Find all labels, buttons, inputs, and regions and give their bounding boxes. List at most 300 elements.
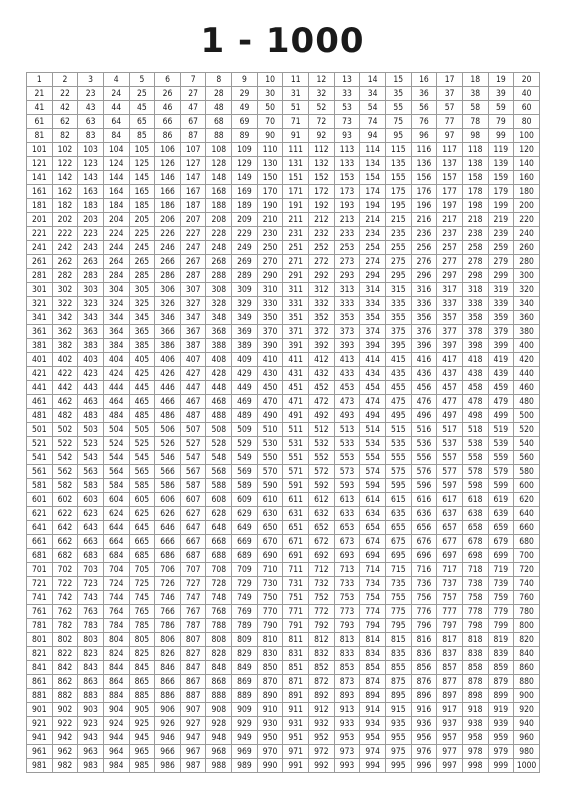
number-cell: 578	[462, 465, 488, 479]
number-cell: 910	[257, 703, 283, 717]
number-cell: 273	[334, 255, 360, 269]
number-cell: 139	[488, 157, 514, 171]
number-cell: 574	[360, 465, 386, 479]
number-cell: 410	[257, 353, 283, 367]
number-cell: 62	[52, 115, 78, 129]
number-cell: 249	[232, 241, 258, 255]
number-cell: 826	[155, 647, 181, 661]
number-cell: 209	[232, 213, 258, 227]
number-cell: 471	[283, 395, 309, 409]
number-cell: 863	[78, 675, 104, 689]
number-cell: 240	[514, 227, 540, 241]
number-cell: 927	[180, 717, 206, 731]
number-cell: 604	[103, 493, 129, 507]
number-cell: 509	[232, 423, 258, 437]
number-cell: 810	[257, 633, 283, 647]
number-cell: 675	[385, 535, 411, 549]
number-cell: 901	[27, 703, 53, 717]
number-cell: 52	[309, 101, 335, 115]
number-cell: 667	[180, 535, 206, 549]
number-cell: 73	[334, 115, 360, 129]
number-cell: 19	[488, 73, 514, 87]
number-cell: 472	[309, 395, 335, 409]
number-cell: 886	[155, 689, 181, 703]
number-cell: 885	[129, 689, 155, 703]
number-cell: 503	[78, 423, 104, 437]
number-cell: 875	[385, 675, 411, 689]
number-cell: 851	[283, 661, 309, 675]
number-cell: 129	[232, 157, 258, 171]
number-cell: 333	[334, 297, 360, 311]
number-cell: 542	[52, 451, 78, 465]
number-cell: 274	[360, 255, 386, 269]
table-row	[27, 451, 540, 465]
number-cell: 254	[360, 241, 386, 255]
table-row	[27, 227, 540, 241]
number-cell: 405	[129, 353, 155, 367]
number-cell: 441	[27, 381, 53, 395]
number-cell: 25	[129, 87, 155, 101]
number-cell: 704	[103, 563, 129, 577]
number-cell: 599	[488, 479, 514, 493]
number-cell: 241	[27, 241, 53, 255]
number-cell: 21	[27, 87, 53, 101]
number-cell: 492	[309, 409, 335, 423]
number-cell: 692	[309, 549, 335, 563]
number-cell: 736	[411, 577, 437, 591]
number-cell: 322	[52, 297, 78, 311]
number-cell: 911	[283, 703, 309, 717]
number-cell: 362	[52, 325, 78, 339]
number-cell: 824	[103, 647, 129, 661]
number-cell: 269	[232, 255, 258, 269]
number-cell: 309	[232, 283, 258, 297]
number-cell: 738	[462, 577, 488, 591]
number-cell: 565	[129, 465, 155, 479]
number-cell: 771	[283, 605, 309, 619]
number-cell: 694	[360, 549, 386, 563]
number-cell: 767	[180, 605, 206, 619]
number-cell: 840	[514, 647, 540, 661]
number-cell: 344	[103, 311, 129, 325]
number-cell: 733	[334, 577, 360, 591]
number-cell: 787	[180, 619, 206, 633]
number-cell: 157	[437, 171, 463, 185]
number-cell: 932	[309, 717, 335, 731]
number-cell: 452	[309, 381, 335, 395]
number-cell: 841	[27, 661, 53, 675]
number-cell: 147	[180, 171, 206, 185]
number-cell: 814	[360, 633, 386, 647]
number-cell: 725	[129, 577, 155, 591]
number-cell: 521	[27, 437, 53, 451]
number-cell: 739	[488, 577, 514, 591]
number-cell: 2	[52, 73, 78, 87]
number-cell: 478	[462, 395, 488, 409]
table-row	[27, 493, 540, 507]
number-cell: 135	[385, 157, 411, 171]
number-cell: 346	[155, 311, 181, 325]
number-cell: 806	[155, 633, 181, 647]
number-cell: 561	[27, 465, 53, 479]
number-cell: 217	[437, 213, 463, 227]
number-cell: 204	[103, 213, 129, 227]
number-cell: 295	[385, 269, 411, 283]
number-cell: 229	[232, 227, 258, 241]
number-cell: 418	[462, 353, 488, 367]
number-cell: 153	[334, 171, 360, 185]
number-cell: 22	[52, 87, 78, 101]
number-cell: 999	[488, 759, 514, 773]
number-cell: 928	[206, 717, 232, 731]
number-cell: 951	[283, 731, 309, 745]
number-cell: 395	[385, 339, 411, 353]
number-cell: 528	[206, 437, 232, 451]
number-cell: 389	[232, 339, 258, 353]
number-cell: 370	[257, 325, 283, 339]
number-cell: 582	[52, 479, 78, 493]
number-cell: 700	[514, 549, 540, 563]
table-row	[27, 675, 540, 689]
number-cell: 567	[180, 465, 206, 479]
number-cell: 263	[78, 255, 104, 269]
table-row	[27, 521, 540, 535]
number-cell: 379	[488, 325, 514, 339]
number-cell: 602	[52, 493, 78, 507]
number-cell: 195	[385, 199, 411, 213]
number-cell: 864	[103, 675, 129, 689]
number-cell: 9	[232, 73, 258, 87]
number-cell: 359	[488, 311, 514, 325]
number-cell: 104	[103, 143, 129, 157]
number-cell: 857	[437, 661, 463, 675]
number-cell: 385	[129, 339, 155, 353]
number-cell: 272	[309, 255, 335, 269]
number-cell: 456	[411, 381, 437, 395]
number-cell: 617	[437, 493, 463, 507]
number-cell: 954	[360, 731, 386, 745]
number-cell: 403	[78, 353, 104, 367]
number-cell: 203	[78, 213, 104, 227]
number-cell: 772	[309, 605, 335, 619]
number-cell: 431	[283, 367, 309, 381]
number-cell: 341	[27, 311, 53, 325]
table-row	[27, 143, 540, 157]
number-cell: 159	[488, 171, 514, 185]
number-cell: 550	[257, 451, 283, 465]
number-cell: 881	[27, 689, 53, 703]
number-cell: 630	[257, 507, 283, 521]
number-cell: 151	[283, 171, 309, 185]
number-cell: 165	[129, 185, 155, 199]
number-cell: 425	[129, 367, 155, 381]
number-cell: 873	[334, 675, 360, 689]
number-cell: 768	[206, 605, 232, 619]
number-cell: 982	[52, 759, 78, 773]
number-cell: 488	[206, 409, 232, 423]
number-cell: 54	[360, 101, 386, 115]
number-cell: 413	[334, 353, 360, 367]
number-cell: 603	[78, 493, 104, 507]
number-cell: 392	[309, 339, 335, 353]
number-cell: 898	[462, 689, 488, 703]
number-cell: 779	[488, 605, 514, 619]
number-cell: 985	[129, 759, 155, 773]
number-cell: 122	[52, 157, 78, 171]
number-cell: 511	[283, 423, 309, 437]
number-cell: 80	[514, 115, 540, 129]
number-cell: 874	[360, 675, 386, 689]
number-cell: 411	[283, 353, 309, 367]
number-cell: 145	[129, 171, 155, 185]
number-cell: 36	[411, 87, 437, 101]
number-cell: 466	[155, 395, 181, 409]
number-cell: 978	[462, 745, 488, 759]
number-cell: 719	[488, 563, 514, 577]
number-cell: 485	[129, 409, 155, 423]
number-cell: 868	[206, 675, 232, 689]
number-cell: 723	[78, 577, 104, 591]
number-cell: 769	[232, 605, 258, 619]
number-cell: 401	[27, 353, 53, 367]
number-cell: 979	[488, 745, 514, 759]
number-cell: 685	[129, 549, 155, 563]
number-cell: 40	[514, 87, 540, 101]
number-cell: 194	[360, 199, 386, 213]
number-cell: 321	[27, 297, 53, 311]
number-cell: 958	[462, 731, 488, 745]
number-cell: 758	[462, 591, 488, 605]
number-cell: 94	[360, 129, 386, 143]
number-cell: 994	[360, 759, 386, 773]
number-cell: 933	[334, 717, 360, 731]
number-cell: 634	[360, 507, 386, 521]
number-cell: 337	[437, 297, 463, 311]
number-cell: 710	[257, 563, 283, 577]
number-cell: 100	[514, 129, 540, 143]
number-cell: 734	[360, 577, 386, 591]
number-cell: 494	[360, 409, 386, 423]
number-cell: 996	[411, 759, 437, 773]
table-row	[27, 199, 540, 213]
number-cell: 517	[437, 423, 463, 437]
number-cell: 181	[27, 199, 53, 213]
number-cell: 568	[206, 465, 232, 479]
number-cell: 724	[103, 577, 129, 591]
number-cell: 225	[129, 227, 155, 241]
number-cell: 842	[52, 661, 78, 675]
number-cell: 11	[283, 73, 309, 87]
number-cell: 757	[437, 591, 463, 605]
table-row	[27, 297, 540, 311]
number-cell: 136	[411, 157, 437, 171]
number-cell: 560	[514, 451, 540, 465]
number-cell: 803	[78, 633, 104, 647]
number-cell: 262	[52, 255, 78, 269]
number-cell: 175	[385, 185, 411, 199]
number-cell: 491	[283, 409, 309, 423]
number-cell: 960	[514, 731, 540, 745]
number-cell: 629	[232, 507, 258, 521]
number-cell: 13	[334, 73, 360, 87]
number-cell: 459	[488, 381, 514, 395]
number-cell: 997	[437, 759, 463, 773]
number-cell: 347	[180, 311, 206, 325]
number-cell: 414	[360, 353, 386, 367]
number-cell: 137	[437, 157, 463, 171]
number-cell: 245	[129, 241, 155, 255]
number-cell: 357	[437, 311, 463, 325]
number-cell: 507	[180, 423, 206, 437]
number-cell: 566	[155, 465, 181, 479]
number-cell: 60	[514, 101, 540, 115]
number-cell: 614	[360, 493, 386, 507]
number-cell: 315	[385, 283, 411, 297]
number-cell: 480	[514, 395, 540, 409]
number-cell: 148	[206, 171, 232, 185]
number-cell: 3	[78, 73, 104, 87]
number-cell: 833	[334, 647, 360, 661]
number-cell: 673	[334, 535, 360, 549]
number-cell: 689	[232, 549, 258, 563]
number-cell: 369	[232, 325, 258, 339]
number-cell: 27	[180, 87, 206, 101]
number-cell: 120	[514, 143, 540, 157]
number-cell: 335	[385, 297, 411, 311]
number-cell: 669	[232, 535, 258, 549]
number-cell: 402	[52, 353, 78, 367]
number-cell: 407	[180, 353, 206, 367]
number-cell: 350	[257, 311, 283, 325]
number-cell: 887	[180, 689, 206, 703]
page-title: 1 - 1000	[200, 21, 365, 61]
number-cell: 815	[385, 633, 411, 647]
number-cell: 448	[206, 381, 232, 395]
number-cell: 830	[257, 647, 283, 661]
number-cell: 433	[334, 367, 360, 381]
number-cell: 363	[78, 325, 104, 339]
table-row	[27, 465, 540, 479]
number-cell: 83	[78, 129, 104, 143]
number-cell: 889	[232, 689, 258, 703]
number-cell: 635	[385, 507, 411, 521]
number-cell: 977	[437, 745, 463, 759]
number-cell: 467	[180, 395, 206, 409]
number-cell: 965	[129, 745, 155, 759]
number-cell: 990	[257, 759, 283, 773]
number-cell: 146	[155, 171, 181, 185]
number-cell: 791	[283, 619, 309, 633]
number-cell: 937	[437, 717, 463, 731]
number-cell: 822	[52, 647, 78, 661]
number-cell: 250	[257, 241, 283, 255]
number-cell: 168	[206, 185, 232, 199]
number-cell: 501	[27, 423, 53, 437]
number-cell: 755	[385, 591, 411, 605]
table-row	[27, 577, 540, 591]
table-row	[27, 549, 540, 563]
number-cell: 39	[488, 87, 514, 101]
number-cell: 372	[309, 325, 335, 339]
number-cell: 394	[360, 339, 386, 353]
number-cell: 97	[437, 129, 463, 143]
number-cell: 773	[334, 605, 360, 619]
number-cell: 553	[334, 451, 360, 465]
number-cell: 956	[411, 731, 437, 745]
number-cell: 859	[488, 661, 514, 675]
number-cell: 211	[283, 213, 309, 227]
number-cell: 968	[206, 745, 232, 759]
number-cell: 531	[283, 437, 309, 451]
number-cell: 436	[411, 367, 437, 381]
number-cell: 549	[232, 451, 258, 465]
number-cell: 957	[437, 731, 463, 745]
number-cell: 592	[309, 479, 335, 493]
number-cell: 922	[52, 717, 78, 731]
number-cell: 682	[52, 549, 78, 563]
number-cell: 981	[27, 759, 53, 773]
number-cell: 919	[488, 703, 514, 717]
number-cell: 340	[514, 297, 540, 311]
number-cell: 342	[52, 311, 78, 325]
number-cell: 116	[411, 143, 437, 157]
number-cell: 281	[27, 269, 53, 283]
number-cell: 607	[180, 493, 206, 507]
number-cell: 301	[27, 283, 53, 297]
number-cell: 306	[155, 283, 181, 297]
number-cell: 536	[411, 437, 437, 451]
number-cell: 984	[103, 759, 129, 773]
number-cell: 388	[206, 339, 232, 353]
number-cell: 717	[437, 563, 463, 577]
number-cell: 538	[462, 437, 488, 451]
table-row	[27, 241, 540, 255]
number-cell: 621	[27, 507, 53, 521]
number-cell: 562	[52, 465, 78, 479]
number-cell: 99	[488, 129, 514, 143]
number-cell: 160	[514, 171, 540, 185]
number-cell: 296	[411, 269, 437, 283]
number-cell: 656	[411, 521, 437, 535]
number-cell: 327	[180, 297, 206, 311]
number-cell: 660	[514, 521, 540, 535]
number-cell: 173	[334, 185, 360, 199]
number-cell: 558	[462, 451, 488, 465]
number-cell: 655	[385, 521, 411, 535]
number-cell: 353	[334, 311, 360, 325]
number-cell: 26	[155, 87, 181, 101]
number-cell: 312	[309, 283, 335, 297]
number-cell: 328	[206, 297, 232, 311]
number-cell: 748	[206, 591, 232, 605]
number-cell: 118	[462, 143, 488, 157]
number-cell: 600	[514, 479, 540, 493]
number-cell: 87	[180, 129, 206, 143]
number-cell: 469	[232, 395, 258, 409]
number-cell: 740	[514, 577, 540, 591]
number-cell: 950	[257, 731, 283, 745]
number-cell: 668	[206, 535, 232, 549]
number-cell: 351	[283, 311, 309, 325]
number-cell: 390	[257, 339, 283, 353]
number-cell: 205	[129, 213, 155, 227]
number-cell: 853	[334, 661, 360, 675]
number-cell: 276	[411, 255, 437, 269]
number-cell: 730	[257, 577, 283, 591]
number-cell: 808	[206, 633, 232, 647]
number-cell: 233	[334, 227, 360, 241]
number-cell: 184	[103, 199, 129, 213]
